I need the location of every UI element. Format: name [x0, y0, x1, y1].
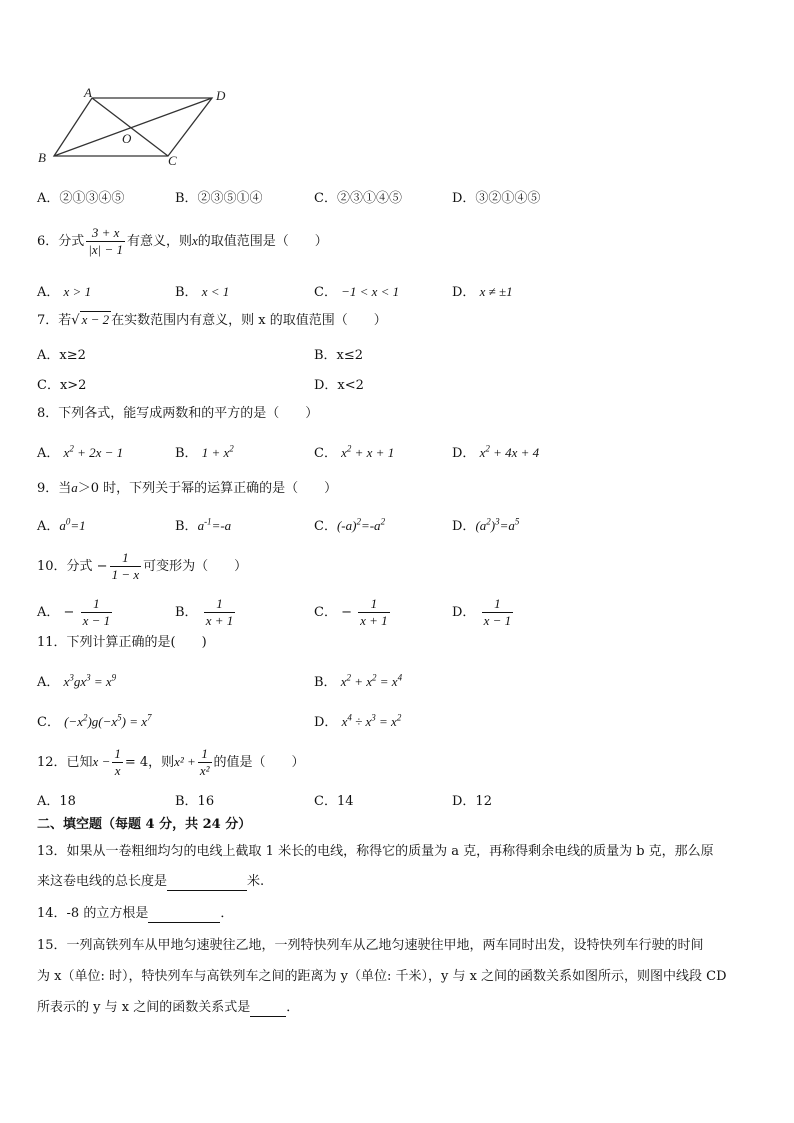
q10-prefix: 10．分式 −	[37, 559, 108, 574]
q12-fraction-a	[112, 746, 123, 779]
q10-option-c-num: 1	[358, 596, 390, 613]
q5-option-c[interactable]: C．②③①④⑤	[314, 191, 402, 206]
q6-suffix-1: 有意义，则	[126, 234, 192, 249]
q13-line-2-text: 来这卷电线的总长度是	[37, 874, 168, 889]
q10-fraction	[110, 550, 142, 583]
q5-option-d[interactable]: D．③②①④⑤	[452, 191, 541, 206]
q7-prefix: 7．若	[37, 313, 72, 328]
q14-suffix: ．	[220, 906, 234, 921]
q7-option-d[interactable]: D．x<2	[314, 378, 364, 393]
q6-option-d-label: D．	[452, 285, 476, 300]
q10-option-a-label: A．	[37, 605, 60, 620]
q12-option-d[interactable]: D．12	[452, 794, 492, 809]
q6-fraction-numerator: 3 + x	[86, 225, 125, 242]
q10-option-a-num: 1	[81, 596, 113, 613]
q9-option-a-label: A．	[37, 519, 60, 534]
q8-option-d[interactable]: D． $x^2 + 4x + 4$	[452, 443, 540, 461]
section-2-heading: 二、填空题（每题 4 分，共 24 分）	[37, 817, 252, 832]
q13-answer-blank[interactable]	[167, 890, 247, 891]
q9-option-c-label: C．	[314, 519, 337, 534]
q10-stem	[37, 550, 247, 583]
q9-option-d-label: D．	[452, 519, 476, 534]
q10-fraction-denominator: 1 − x	[111, 567, 140, 582]
q6-variable: x	[192, 233, 198, 248]
q5-option-a[interactable]: A．②①③④⑤	[37, 191, 125, 206]
q7-option-a[interactable]: A．x≥2	[37, 348, 86, 363]
center-label-o: O	[122, 131, 132, 146]
vertex-label-d: D	[216, 88, 226, 103]
q15-line-2: 为 x（单位: 时），特快列车与高铁列车之间的距离为 y（单位: 千米），y 与 x 之间的函数关系如图所示，则图中线段 CD	[37, 969, 727, 984]
q6-option-c[interactable]	[314, 281, 399, 300]
q9-prefix: 9．当	[37, 481, 72, 496]
q11-option-c-label: C．	[37, 715, 60, 730]
q9-condition-var: a	[71, 480, 78, 495]
q14-answer-blank[interactable]	[148, 922, 220, 923]
q9-option-b-label: B．	[175, 519, 198, 534]
q12-fraction-b	[198, 746, 212, 779]
q9-stem	[37, 479, 337, 498]
q14-prefix: 14．-8 的立方根是	[37, 906, 149, 921]
q12-fraction-a-num: 1	[114, 746, 121, 761]
q10-option-c[interactable]: C． − $\frac{1}{x + 1}$	[314, 596, 388, 628]
q15-line-3-text: 所表示的 y 与 x 之间的函数关系式是	[37, 1000, 251, 1015]
q12-fraction-b-den: x²	[199, 763, 210, 778]
q10-option-d[interactable]	[452, 596, 515, 629]
q7-stem	[37, 311, 387, 330]
q11-option-b[interactable]: B． $x^2 + x^2 = x^4$	[314, 672, 403, 690]
q8-option-c[interactable]: C． $x^2 + x + 1$	[314, 443, 395, 461]
q12-expr-a: x −	[92, 754, 111, 769]
q12-prefix: 12．已知	[37, 755, 93, 770]
q6-option-b-expr: x < 1	[201, 284, 230, 299]
vertex-label-a: A	[84, 86, 92, 100]
q7-option-b[interactable]: B．x≤2	[314, 348, 364, 363]
q11-option-a-label: A．	[37, 675, 60, 690]
q11-option-c[interactable]: C． $(-x^2)g(-x^5) = x^7$	[37, 712, 152, 730]
q15-line-3-end: ．	[286, 1000, 300, 1015]
q15-line-1: 15．一列高铁列车从甲地匀速驶往乙地，一列特快列车从乙地匀速驶往甲地，两车同时出发，设特快列车行驶的时间	[37, 938, 704, 953]
q12-equals: = 4，则	[124, 755, 175, 770]
q6-option-b[interactable]	[175, 281, 229, 300]
q6-fraction-denominator: |x| − 1	[88, 242, 123, 257]
q8-option-b-label: B．	[175, 446, 198, 461]
q6-option-d[interactable]	[452, 281, 513, 300]
q6-option-a[interactable]	[37, 281, 91, 300]
q13-line-2	[37, 873, 264, 891]
q15-line-3	[37, 999, 299, 1017]
diagonal-ac	[92, 98, 168, 156]
q10-option-b-label: B．	[175, 605, 198, 620]
q7-radicand: x − 2	[81, 312, 110, 327]
q12-expr-b: x² +	[174, 754, 196, 769]
q9-option-a[interactable]: A．$a^0=1$	[37, 516, 86, 534]
q10-option-b-den: x + 1	[205, 613, 234, 628]
q10-option-d-label: D．	[452, 605, 476, 620]
q11-option-d-label: D．	[314, 715, 338, 730]
q10-option-d-den: x − 1	[483, 613, 512, 628]
q6-option-a-label: A．	[37, 285, 60, 300]
q11-option-d[interactable]: D． $x^4 \div x^3 = x^2$	[314, 712, 402, 730]
sqrt-sign-icon: √	[71, 313, 80, 328]
q10-option-b[interactable]	[175, 596, 237, 629]
q11-option-b-label: B．	[314, 675, 337, 690]
q12-suffix: 的值是（ ）	[213, 755, 305, 770]
q8-option-b[interactable]: B． $1 + x^2$	[175, 443, 234, 461]
q10-suffix: 可变形为（ ）	[143, 559, 248, 574]
q9-option-c[interactable]: C．$(-a)^2=-a^2$	[314, 516, 386, 534]
q6-option-c-expr: −1 < x < 1	[341, 284, 400, 299]
diagonal-bd	[54, 98, 212, 156]
q12-stem	[37, 746, 305, 779]
q8-option-d-label: D．	[452, 446, 476, 461]
q6-option-c-label: C．	[314, 285, 337, 300]
q5-option-b[interactable]: B．②③⑤①④	[175, 191, 263, 206]
q6-prefix: 6．分式	[37, 234, 85, 249]
q8-stem: 8．下列各式，能写成两数和的平方的是（ ）	[37, 406, 319, 421]
q10-option-c-den: x + 1	[360, 613, 388, 628]
q10-option-d-num: 1	[482, 596, 514, 613]
q11-stem: 11．下列计算正确的是( )	[37, 635, 207, 650]
q13-line-2-unit: 米.	[247, 874, 265, 889]
q13-line-1: 13．如果从一卷粗细均匀的电线上截取 1 米长的电线，称得它的质量为 a 克，再称得剩余电线的质量为 b 克，那么原	[37, 844, 714, 859]
q6-option-a-expr: x > 1	[63, 284, 92, 299]
q9-condition-rest: ＞0 时，下列关于幂的运算正确的是（ ）	[77, 481, 338, 496]
vertex-label-b: B	[38, 150, 46, 165]
q10-option-b-num: 1	[204, 596, 236, 613]
q10-option-a[interactable]: A． − $\frac{1}{x - 1}$	[37, 596, 111, 628]
q12-fraction-a-den: x	[114, 763, 121, 778]
q9-option-d[interactable]: D．$(a^2)^3=a^5$	[452, 516, 520, 534]
q12-option-b[interactable]: B．16	[175, 794, 215, 809]
q8-option-a[interactable]: A． $x^2 + 2x - 1$	[37, 443, 124, 461]
q7-suffix: 在实数范围内有意义，则 x 的取值范围（ ）	[111, 313, 387, 328]
q15-answer-blank[interactable]	[250, 1016, 286, 1017]
q7-option-c[interactable]: C．x>2	[37, 378, 87, 393]
q6-stem	[37, 225, 328, 258]
q6-option-b-label: B．	[175, 285, 198, 300]
q11-option-a[interactable]: A． $x^3gx^3 = x^9$	[37, 672, 117, 690]
vertex-label-c: C	[168, 153, 177, 168]
q9-option-b[interactable]: B．$a^{-1}=-a$	[175, 516, 232, 534]
q10-option-a-den: x − 1	[82, 613, 111, 628]
q12-option-a[interactable]: A．18	[37, 794, 76, 809]
q8-option-a-label: A．	[37, 446, 60, 461]
q14-stem	[37, 905, 233, 923]
q12-fraction-b-num: 1	[198, 746, 212, 763]
q10-option-c-label: C．	[314, 605, 337, 620]
q6-fraction	[86, 225, 125, 258]
parallelogram-figure	[36, 86, 236, 168]
q6-option-d-expr: x ≠ ±1	[479, 284, 513, 299]
q8-option-c-label: C．	[314, 446, 337, 461]
q10-fraction-numerator: 1	[110, 550, 142, 567]
q12-option-c[interactable]: C．14	[314, 794, 354, 809]
q6-suffix-2: 的取值范围是（ ）	[197, 234, 328, 249]
